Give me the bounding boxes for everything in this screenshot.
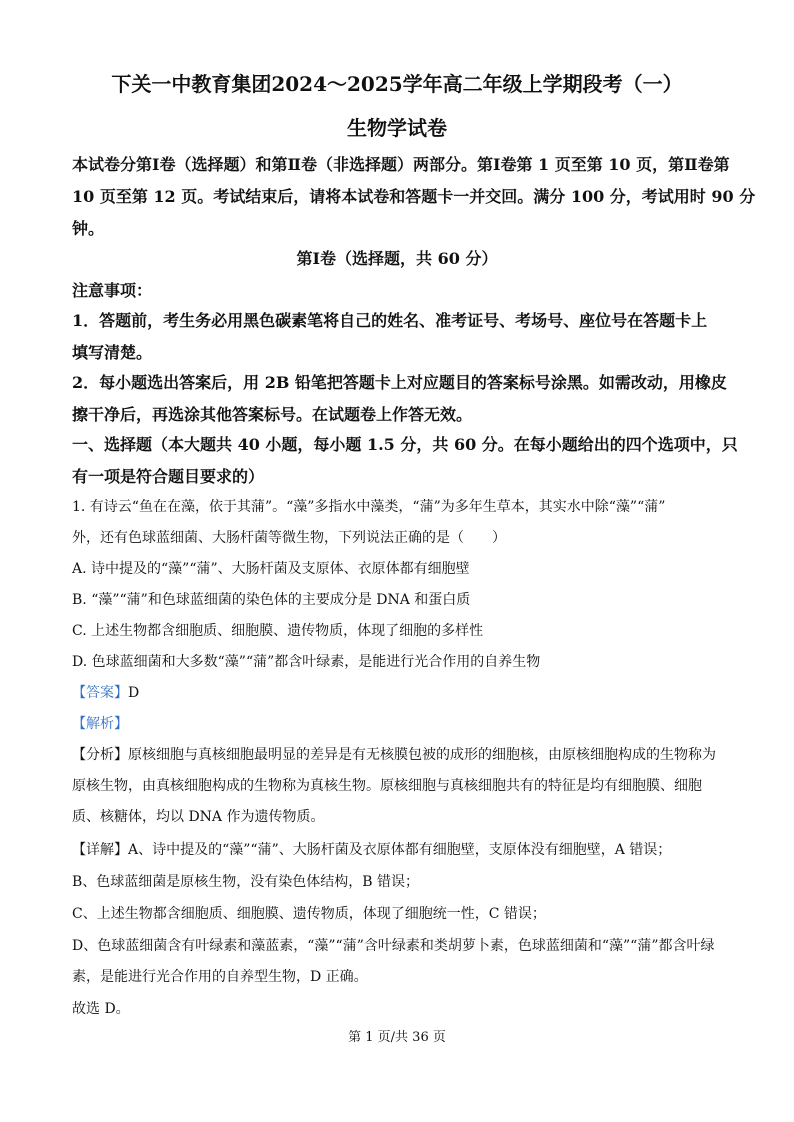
exam-subject: 生物学试卷: [347, 116, 447, 140]
detail-text: 素，是能进行光合作用的自养型生物，D 正确。: [72, 969, 368, 985]
answer-value: D: [128, 685, 140, 701]
detail-text: C、上述生物都含细胞质、细胞膜、遗传物质，体现了细胞统一性，C 错误；: [72, 906, 546, 922]
notice-item: 2．每小题选出答案后，用 2B 铅笔把答题卡上对应题目的答案标号涂黑。如需改动，用橡皮: [72, 373, 727, 392]
notice-item: 擦干净后，再选涂其他答案标号。在试题卷上作答无效。: [72, 405, 473, 424]
notice-item: 1．答题前，考生务必用黑色碳素笔将自己的姓名、准考证号、考场号、座位号在答题卡上: [72, 311, 708, 330]
intro-line: 本试卷分第Ⅰ卷（选择题）和第Ⅱ卷（非选择题）两部分。第Ⅰ卷第 1 页至第 10 页，第Ⅱ卷第: [72, 155, 730, 174]
question-stem: 1. 有诗云“鱼在在藻，依于其蒲”。“藻”多指水中藻类，“蒲”为多年生草本，其实水中除“藻”“蒲”: [72, 499, 666, 515]
detail-text: 故选 D。: [72, 1001, 130, 1017]
option-d: D. 色球蓝细菌和大多数“藻”“蒲”都含叶绿素，是能进行光合作用的自养生物: [72, 654, 541, 670]
part-heading: 一、选择题（本大题共 40 小题，每小题 1.5 分，共 60 分。在每小题给出的四个选项中，只: [72, 435, 738, 454]
detail-text: D、色球蓝细菌含有叶绿素和藻蓝素，“藻”“蒲”含叶绿素和类胡萝卜素，色球蓝细菌和“藻”“蒲”都含叶绿: [72, 938, 715, 954]
intro-line: 10 页至第 12 页。考试结束后，请将本试卷和答题卡一并交回。满分 100 分，考试用时 90 分: [72, 187, 756, 206]
notice-item: 填写清楚。: [72, 343, 153, 362]
option-b: B. “藻”“蒲”和色球蓝细菌的染色体的主要成分是 DNA 和蛋白质: [72, 592, 471, 608]
answer-line: [72, 682, 139, 702]
page-footer: 第 1 页/共 36 页: [348, 1030, 446, 1045]
detail-text: 【详解】A、诗中提及的“藻”“蒲”、大肠杆菌及衣原体都有细胞壁，支原体没有细胞壁，A 错误；: [72, 842, 672, 858]
section-title: 第Ⅰ卷（选择题，共 60 分）: [296, 249, 498, 268]
option-a: A. 诗中提及的“藻”“蒲”、大肠杆菌及支原体、衣原体都有细胞壁: [72, 561, 470, 577]
analysis-text: 质、核糖体，均以 DNA 作为遗传物质。: [72, 809, 325, 825]
part-heading: 有一项是符合题目要求的）: [72, 467, 265, 486]
analysis-text: 【分析】原核细胞与真核细胞最明显的差异是有无核膜包被的成形的细胞核，由原核细胞构成的生物称为: [72, 747, 716, 763]
question-stem: 外，还有色球蓝细菌、大肠杆菌等微生物，下列说法正确的是（ ）: [72, 530, 506, 546]
detail-text: B、色球蓝细菌是原核生物，没有染色体结构，B 错误；: [72, 874, 420, 890]
analysis-label: 【解析】: [72, 716, 128, 732]
answer-label: 【答案】: [72, 685, 128, 701]
exam-title: 下关一中教育集团2024～2025学年高二年级上学期段考（一）: [111, 72, 683, 96]
intro-line: 钟。: [72, 219, 105, 238]
notice-heading: 注意事项：: [72, 281, 153, 300]
analysis-text: 原核生物，由真核细胞构成的生物称为真核生物。原核细胞与真核细胞共有的特征是均有细胞膜、细胞: [72, 778, 702, 794]
option-c: C. 上述生物都含细胞质、细胞膜、遗传物质，体现了细胞的多样性: [72, 623, 484, 639]
